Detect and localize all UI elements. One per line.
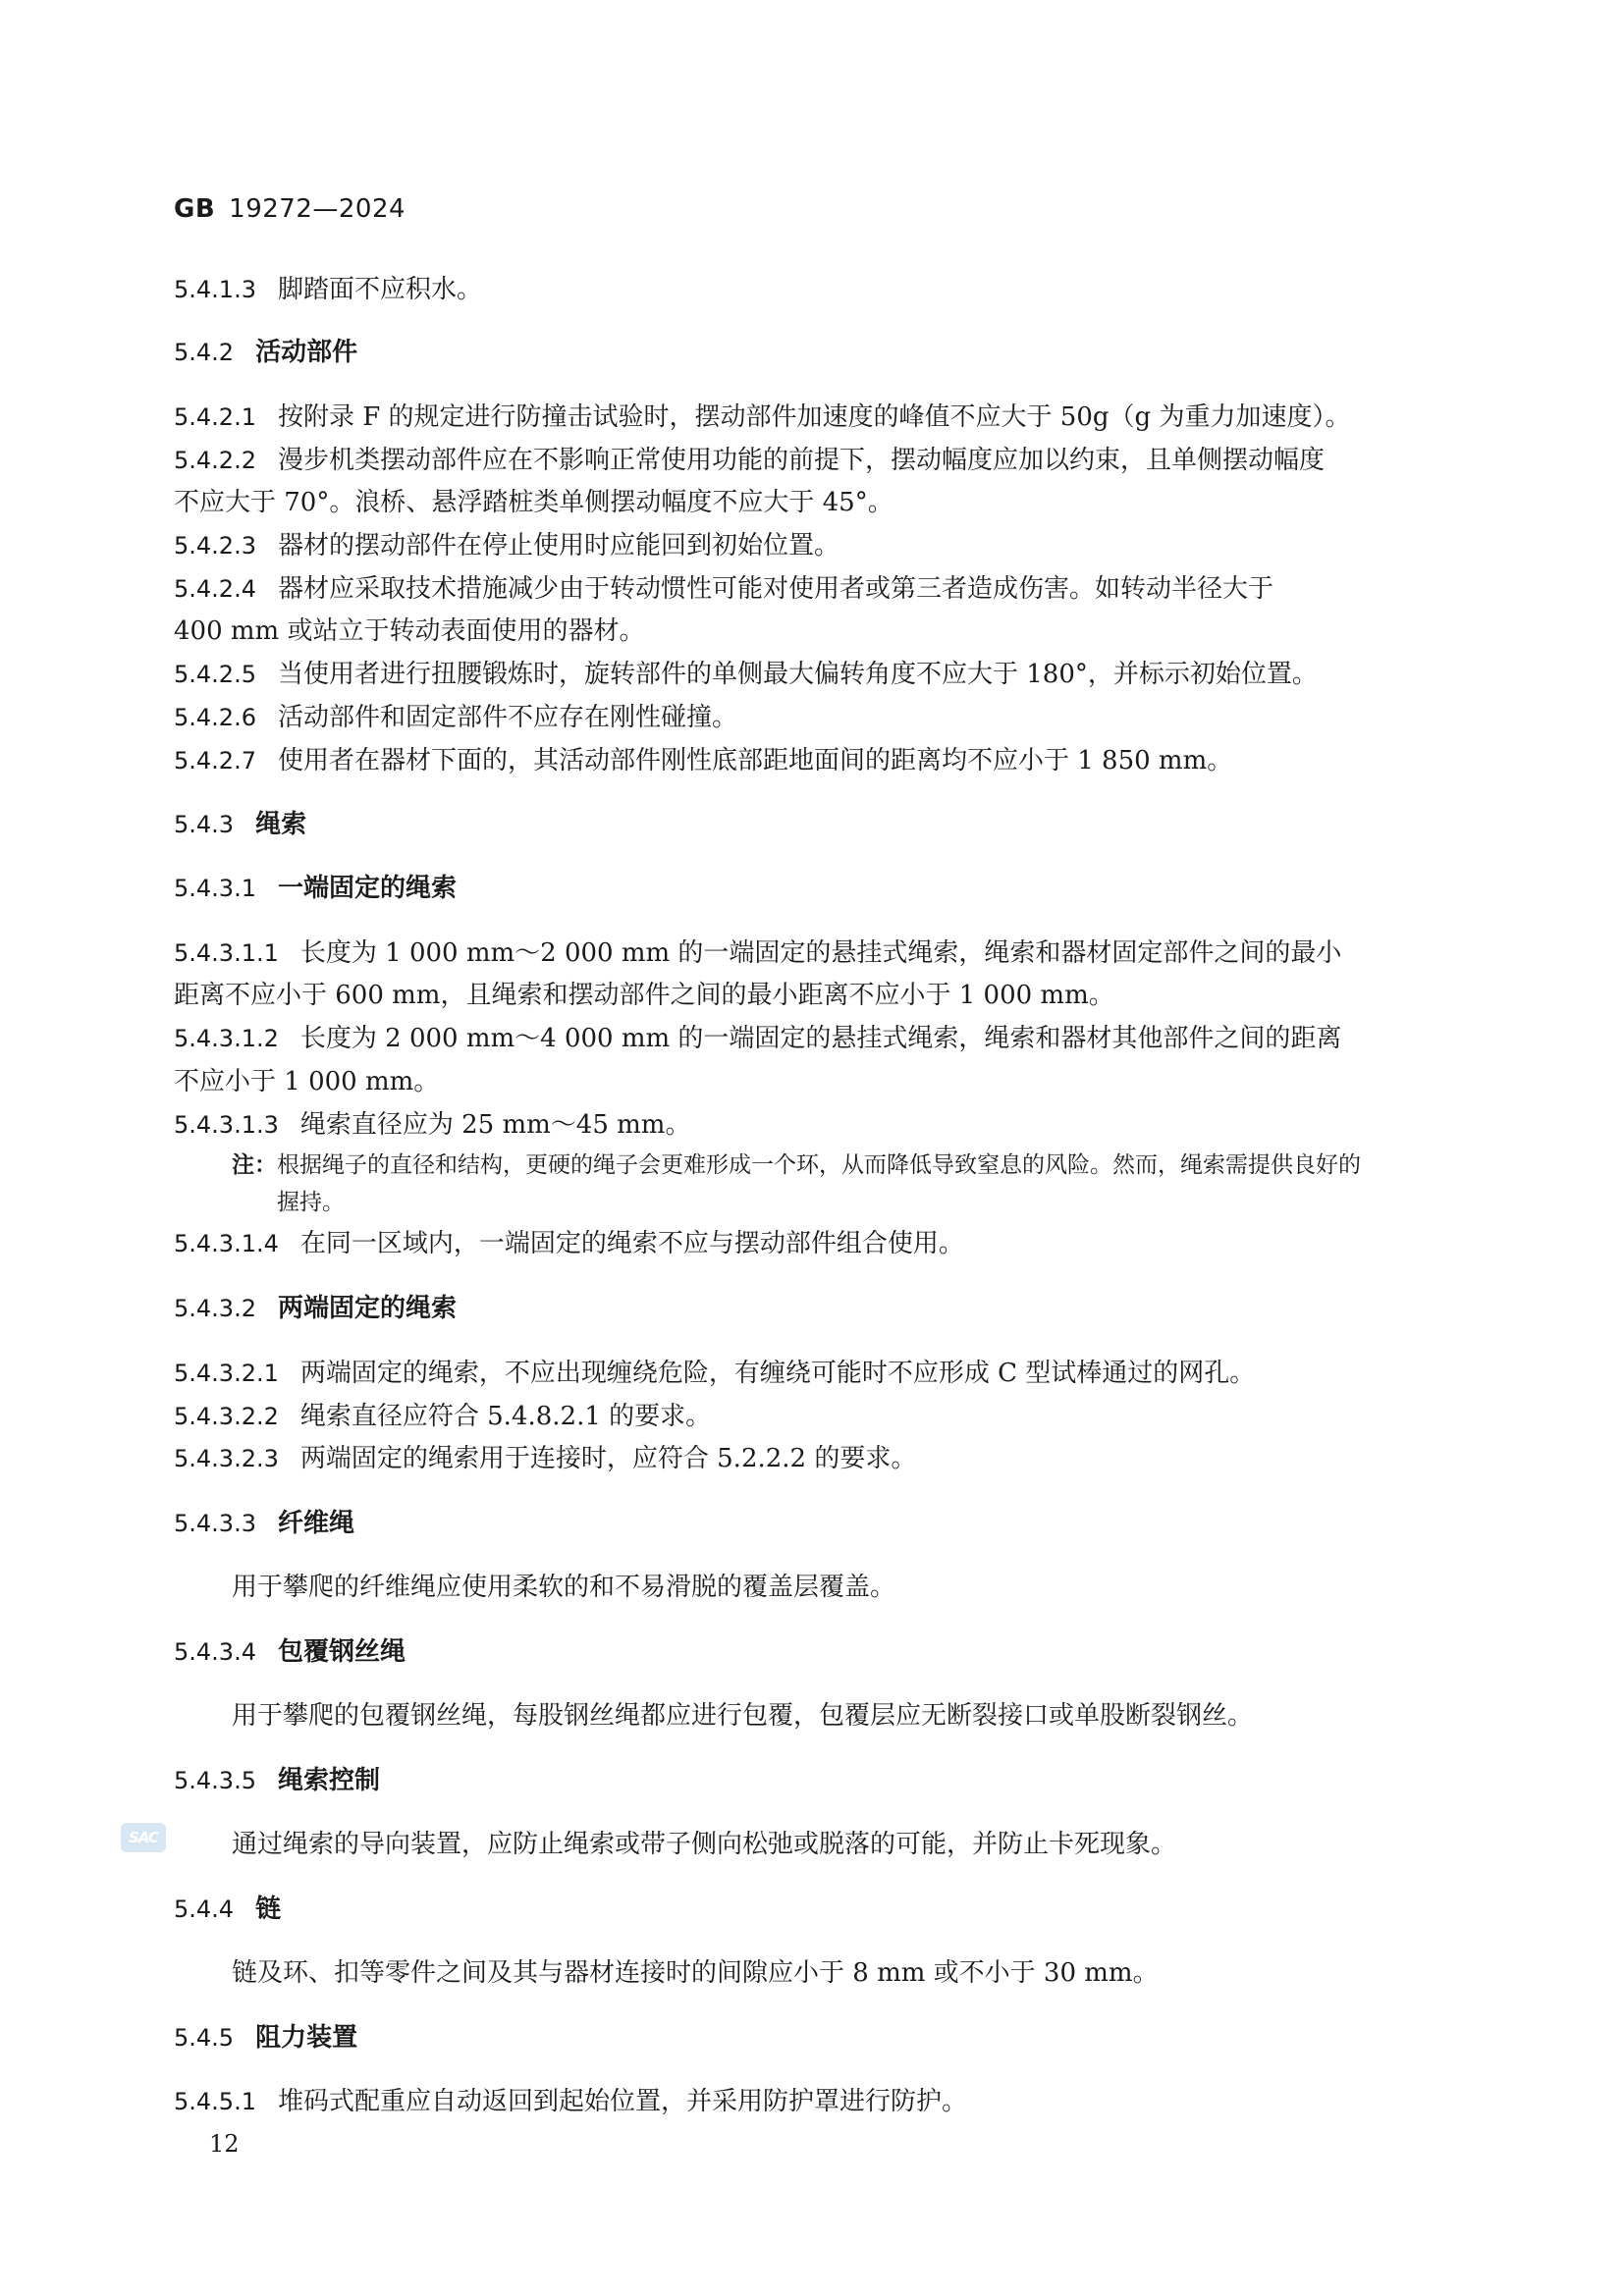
clause-5-4-3-1-1-cont: 距离不应小于 600 mm，且绳索和摆动部件之间的最小距离不应小于 1 000 mm。 — [174, 981, 1114, 1010]
section-heading-5-4-3: 5.4.3 绳索 — [174, 810, 307, 839]
note: 注：根据绳子的直径和结构，更硬的绳子会更难形成一个环，从而降低导致窒息的风险。然而，绳索需提供良好的 — [232, 1152, 1361, 1178]
clause-5-4-3-2-2: 5.4.3.2.2 绳索直径应符合 5.4.8.2.1 的要求。 — [174, 1402, 712, 1431]
clause-5-4-3-2-1: 5.4.3.2.1 两端固定的绳索，不应出现缠绕危险，有缠绕可能时不应形成 C 型试棒通过的网孔。 — [174, 1359, 1256, 1388]
note-cont: 握持。 — [277, 1190, 345, 1215]
clause-5-4-3-1-3: 5.4.3.1.3 绳索直径应为 25 mm～45 mm。 — [174, 1110, 691, 1140]
section-heading-5-4-5: 5.4.5 阻力装置 — [174, 2023, 358, 2053]
section-heading-5-4-3-5: 5.4.3.5 绳索控制 — [174, 1766, 380, 1795]
section-heading-5-4-3-4: 5.4.3.4 包覆钢丝绳 — [174, 1637, 406, 1667]
section-heading-5-4-3-2: 5.4.3.2 两端固定的绳索 — [174, 1294, 457, 1323]
clause-5-4-3-2-3: 5.4.3.2.3 两端固定的绳索用于连接时，应符合 5.2.2.2 的要求。 — [174, 1444, 917, 1473]
clause-5-4-2-2: 5.4.2.2 漫步机类摆动部件应在不影响正常使用功能的前提下，摆动幅度应加以约束，且单侧摆动幅度 — [174, 446, 1325, 475]
section-heading-5-4-4: 5.4.4 链 — [174, 1895, 282, 1924]
clause-5-4-5-1: 5.4.5.1 堆码式配重应自动返回到起始位置，并采用防护罩进行防护。 — [174, 2087, 967, 2116]
standard-code: 19272—2024 — [229, 194, 406, 224]
paragraph-rope-control: 通过绳索的导向装置，应防止绳索或带子侧向松弛或脱落的可能，并防止卡死现象。 — [232, 1830, 1177, 1859]
paragraph-coated-wire-rope: 用于攀爬的包覆钢丝绳，每股钢丝绳都应进行包覆，包覆层应无断裂接口或单股断裂钢丝。 — [232, 1701, 1254, 1731]
standard-header — [174, 194, 406, 224]
paragraph-fiber-rope: 用于攀爬的纤维绳应使用柔软的和不易滑脱的覆盖层覆盖。 — [232, 1573, 896, 1602]
note-label: 注： — [232, 1152, 277, 1178]
clause-5-4-2-7: 5.4.2.7 使用者在器材下面的，其活动部件刚性底部距地面间的距离均不应小于 1 850 mm。 — [174, 746, 1233, 775]
clause-5-4-2-6: 5.4.2.6 活动部件和固定部件不应存在刚性碰撞。 — [174, 703, 737, 732]
page-number: 12 — [209, 2130, 240, 2158]
clause-5-4-2-2-cont: 不应大于 70°。浪桥、悬浮踏桩类单侧摆动幅度不应大于 45°。 — [174, 488, 893, 517]
clause-5-4-3-1-1: 5.4.3.1.1 长度为 1 000 mm～2 000 mm 的一端固定的悬挂式绳索，绳索和器材固定部件之间的最小 — [174, 938, 1342, 968]
section-heading-5-4-3-3: 5.4.3.3 纤维绳 — [174, 1509, 354, 1538]
standard-prefix: GB — [174, 194, 216, 224]
section-heading-5-4-3-1: 5.4.3.1 一端固定的绳索 — [174, 874, 457, 903]
clause-5-4-3-1-2: 5.4.3.1.2 长度为 2 000 mm～4 000 mm 的一端固定的悬挂式绳索，绳索和器材其他部件之间的距离 — [174, 1024, 1342, 1053]
section-heading-5-4-2: 5.4.2 活动部件 — [174, 338, 358, 367]
clause-5-4-2-4: 5.4.2.4 器材应采取技术措施减少由于转动惯性可能对使用者或第三者造成伤害。如转动半径大于 — [174, 574, 1273, 604]
clause-5-4-2-3: 5.4.2.3 器材的摆动部件在停止使用时应能回到初始位置。 — [174, 531, 839, 561]
clause-5-4-2-1: 5.4.2.1 按附录 F 的规定进行防撞击试验时，摆动部件加速度的峰值不应大于 50g（g 为重力加速度）。 — [174, 402, 1351, 432]
clause-5-4-1-3: 5.4.1.3 脚踏面不应积水。 — [174, 275, 482, 304]
paragraph-chain: 链及环、扣等零件之间及其与器材连接时的间隙应小于 8 mm 或不小于 30 mm。 — [232, 1958, 1159, 1988]
clause-5-4-2-5: 5.4.2.5 当使用者进行扭腰锻炼时，旋转部件的单侧最大偏转角度不应大于 180°，并标示初始位置。 — [174, 660, 1318, 689]
sac-watermark-logo: SAC — [121, 1823, 166, 1852]
clause-5-4-3-1-2-cont: 不应小于 1 000 mm。 — [174, 1067, 440, 1096]
clause-5-4-2-4-cont: 400 mm 或站立于转动表面使用的器材。 — [174, 616, 645, 646]
clause-5-4-3-1-4: 5.4.3.1.4 在同一区域内，一端固定的绳索不应与摆动部件组合使用。 — [174, 1229, 964, 1258]
